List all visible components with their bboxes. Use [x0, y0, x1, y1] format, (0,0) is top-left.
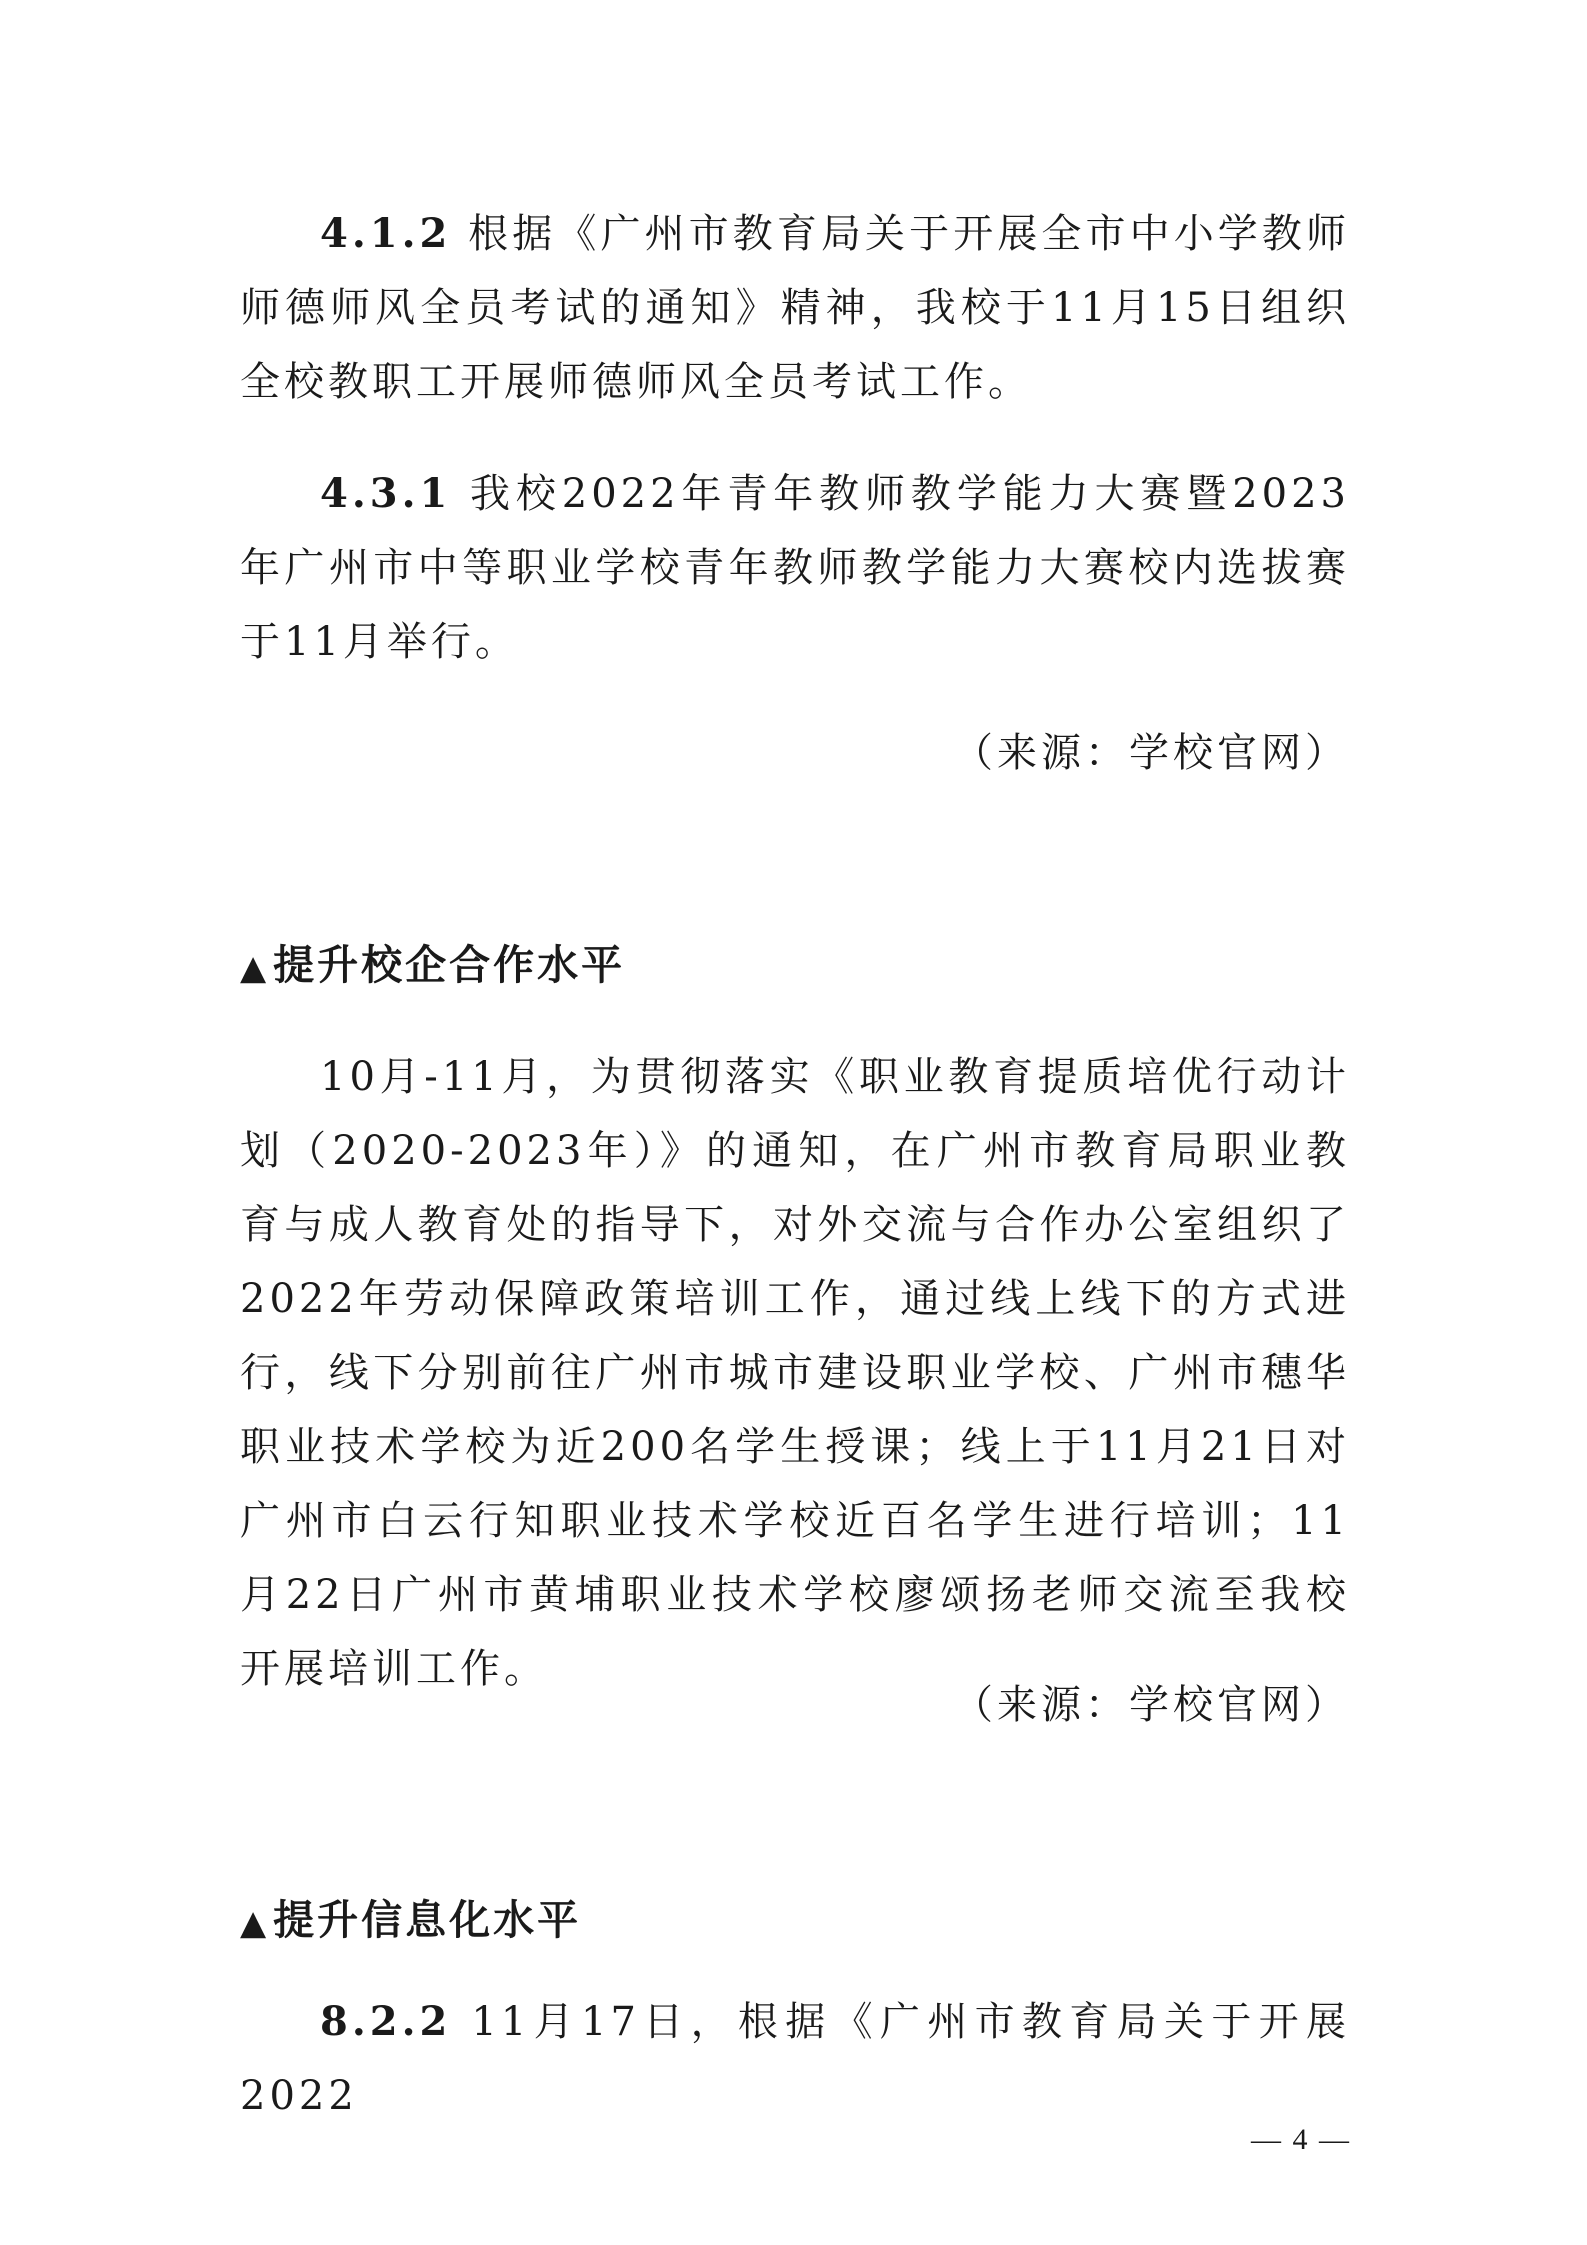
- triangle-icon: ▲: [240, 1903, 270, 1943]
- heading-text: 提升信息化水平: [273, 1896, 582, 1944]
- page-number: — 4 —: [1251, 2123, 1351, 2156]
- paragraph-text: 10月-11月，为贯彻落实《职业教育提质培优行动计划（2020-2023年）》的通知，在广州市教育局职业教育与成人教育处的指导下，对外交流与合作办公室组织了2022年劳动保障政策培训工作，通过线上线下的方式进行，线下分别前往广州市城市建设职业学校、广州市穗华职业技术学校为近200名学生授课；线上于11月21日对广州市白云行知职业技术学校近百名学生进行培训；11月22日广州市黄埔职业技术学校廖颂扬老师交流至我校开展培训工作。: [240, 1054, 1350, 1692]
- paragraph-cooperation: [240, 1040, 1350, 1706]
- paragraph-text: 11月17日，根据《广州市教育局关于开展2022: [240, 1999, 1350, 2119]
- section-heading-informatization: [240, 1890, 581, 1953]
- clause-number: 4.3.1: [320, 470, 452, 517]
- source-note: （来源：学校官网）: [953, 730, 1349, 776]
- triangle-icon: ▲: [240, 948, 270, 988]
- paragraph-text: 根据《广州市教育局关于开展全市中小学教师师德师风全员考试的通知》精神，我校于11月15日组织全校教职工开展师德师风全员考试工作。: [240, 211, 1350, 405]
- paragraph-4-1-2: [240, 197, 1350, 419]
- section-heading-school-enterprise: [240, 935, 625, 998]
- paragraph-text: 我校2022年青年教师教学能力大赛暨2023年广州市中等职业学校青年教师教学能力大赛校内选拔赛于11月举行。: [240, 471, 1350, 665]
- paragraph-4-3-1: [240, 457, 1350, 679]
- source-note: （来源：学校官网）: [953, 1682, 1349, 1728]
- clause-number: 4.1.2: [320, 210, 452, 257]
- paragraph-8-2-2: [240, 1985, 1350, 2133]
- clause-number: 8.2.2: [320, 1998, 452, 2045]
- heading-text: 提升校企合作水平: [273, 941, 626, 989]
